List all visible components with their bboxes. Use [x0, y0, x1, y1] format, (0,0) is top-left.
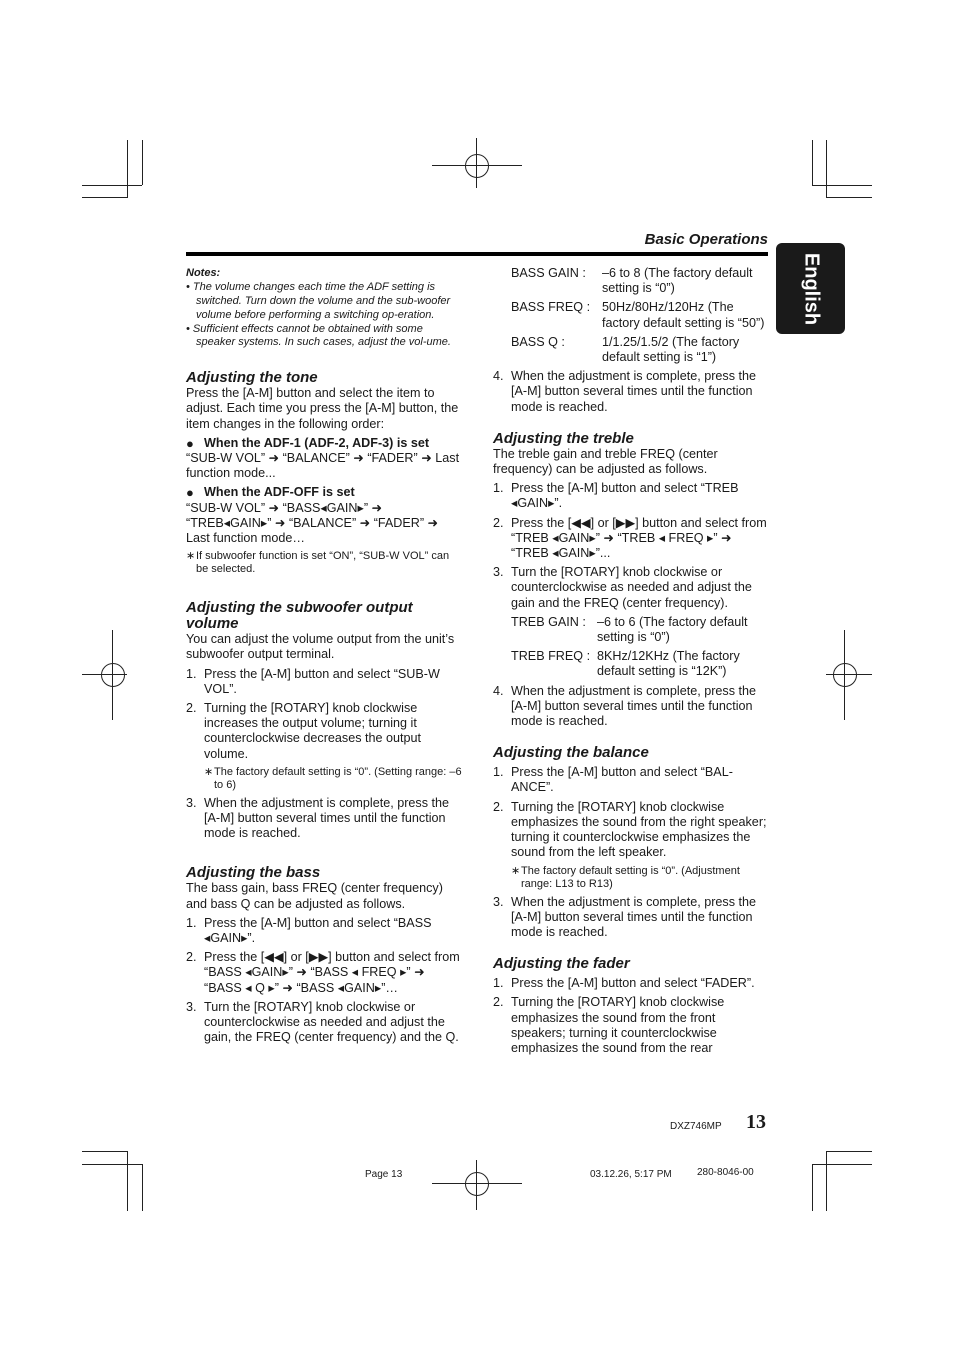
- subwoofer-intro: You can adjust the volume output from the unit’s subwoofer output terminal.: [186, 632, 455, 662]
- crop-mark: [812, 140, 813, 185]
- heading-tone: Adjusting the tone: [186, 369, 318, 387]
- note-item: • The volume changes each time the ADF setting is switched. Turn down the volume and the sub-woofer volume before performing a switching op-eration.: [186, 281, 451, 321]
- list-item: 2. Turning the [ROTARY] knob clockwise emphasizes the sound from the right speaker; turning it counterclockwise emphasizes the sound from the left speaker.: [493, 799, 767, 860]
- page-number: 13: [746, 1111, 766, 1133]
- heading-subwoofer: Adjusting the subwoofer output volume: [186, 599, 413, 633]
- list-item: 4. When the adjustment is complete, press the [A-M] button several times until the function mode is reached.: [493, 683, 757, 729]
- section-title: Basic Operations: [644, 231, 768, 248]
- language-tab-label: English: [800, 252, 822, 325]
- crop-mark: [812, 185, 872, 186]
- list-item: 2. Turning the [ROTARY] knob clockwise emphasizes the sound from the front speakers; turning it counterclockwise emphasizes the sound from the rear: [493, 995, 725, 1055]
- bass-freq-row: BASS FREQ : 50Hz/80Hz/120Hz (The factory default setting is “50”): [511, 300, 765, 330]
- crop-mark: [82, 197, 127, 198]
- adfoff-sequence: “SUB-W VOL” ➜ “BASS◂GAIN▸” ➜ “TREB◂GAIN▸” ➜ “BALANCE” ➜ “FADER” ➜ Last function mode…: [186, 500, 439, 546]
- list-item: 4. When the adjustment is complete, press the [A-M] button several times until the function mode is reached.: [493, 369, 757, 414]
- model-number: DXZ746MP: [670, 1121, 722, 1132]
- list-item: 1. Press the [A-M] button and select “TREB ◂GAIN▸”.: [493, 481, 739, 511]
- heading-balance: Adjusting the balance: [493, 744, 649, 762]
- crop-mark: [826, 1151, 827, 1211]
- crop-mark: [82, 1164, 142, 1165]
- crop-mark: [127, 140, 128, 198]
- crop-mark: [82, 1151, 127, 1152]
- bass-intro: The bass gain, bass FREQ (center frequency) and bass Q can be adjusted as follows.: [186, 881, 443, 911]
- list-item: 2. Press the [◀◀] or [▶▶] button and select from “TREB ◂GAIN▸” ➜ “TREB ◂ FREQ ▸” ➜ “TREB ◂GAIN▸”...: [493, 515, 767, 561]
- crop-mark: [142, 140, 143, 185]
- list-item: 1. Press the [A-M] button and select “SUB-W VOL”.: [186, 666, 440, 696]
- crop-mark: [826, 1151, 872, 1152]
- treb-gain-row: TREB GAIN : –6 to 6 (The factory default setting is “0”): [511, 614, 748, 645]
- bullet-icon: ●: [186, 435, 194, 451]
- list-item: 3. When the adjustment is complete, press the [A-M] button several times until the function mode is reached.: [493, 894, 757, 939]
- tone-note: ∗ If subwoofer function is set “ON”, “SUB-W VOL” can be selected.: [186, 550, 450, 576]
- crop-mark: [82, 185, 142, 186]
- adfoff-heading: ● When the ADF-OFF is set: [186, 485, 355, 501]
- list-item: 2. Turning the [ROTARY] knob clockwise increases the output volume; turning it counterclockwise decreases the output volume.: [186, 701, 422, 761]
- crop-mark: [812, 1164, 813, 1211]
- list-item: 1. Press the [A-M] button and select “BASS ◂GAIN▸”.: [186, 915, 432, 946]
- page-label: Page 13: [365, 1169, 403, 1180]
- heading-fader: Adjusting the fader: [493, 955, 630, 973]
- document-code: 280-8046-00: [697, 1167, 754, 1178]
- list-item: 2. Press the [◀◀] or [▶▶] button and select from “BASS ◂GAIN▸” ➜ “BASS ◂ FREQ ▸” ➜ “BASS ◂ Q ▸” ➜ “BASS ◂GAIN▸”…: [186, 950, 460, 995]
- print-timestamp: 03.12.26, 5:17 PM: [590, 1169, 672, 1180]
- crop-mark: [812, 1164, 872, 1165]
- list-item: 3. Turn the [ROTARY] knob clockwise or counterclockwise as needed and adjust the gain and the FREQ (center frequency).: [493, 565, 752, 610]
- bass-gain-row: BASS GAIN : –6 to 8 (The factory default setting is “0”): [511, 266, 753, 296]
- left-column: [186, 266, 462, 1045]
- list-item: 3. When the adjustment is complete, press the [A-M] button several times until the function mode is reached.: [186, 795, 450, 841]
- note-item: • Sufficient effects cannot be obtained with some speaker systems. In such cases, adjust the vol-ume.: [186, 322, 451, 349]
- adf1-heading: ● When the ADF-1 (ADF-2, ADF-3) is set: [186, 435, 430, 451]
- crop-mark: [127, 1151, 128, 1211]
- subwoofer-note: ∗ The factory default setting is “0”. (Setting range: –6 to 6): [204, 765, 462, 791]
- list-item: 1. Press the [A-M] button and select “BAL-ANCE”.: [493, 765, 733, 795]
- right-column: [493, 266, 768, 1056]
- crop-mark: [826, 140, 827, 198]
- notes-title: Notes:: [186, 267, 221, 279]
- asterisk-icon: ∗: [204, 765, 214, 778]
- header-rule: [186, 252, 768, 256]
- crop-mark: [142, 1164, 143, 1211]
- asterisk-icon: ∗: [186, 550, 196, 563]
- bullet-icon: ●: [186, 485, 194, 501]
- treb-freq-row: TREB FREQ : 8KHz/12KHz (The factory default setting is “12K”): [511, 649, 740, 679]
- language-tab: [776, 243, 845, 334]
- bass-q-row: BASS Q : 1/1.25/1.5/2 (The factory default setting is “1”): [511, 334, 740, 365]
- crop-mark: [826, 197, 872, 198]
- list-item: 3. Turn the [ROTARY] knob clockwise or counterclockwise as needed and adjust the gain, the FREQ (center frequency) and the Q.: [186, 999, 459, 1045]
- list-item: 1. Press the [A-M] button and select “FADER”.: [493, 976, 755, 991]
- asterisk-icon: ∗: [511, 864, 521, 877]
- tone-intro: Press the [A-M] button and select the item to adjust. Each time you press the [A-M] button, the item changes in the following order:: [186, 386, 459, 431]
- treble-intro: The treble gain and treble FREQ (center frequency) can be adjusted as follows.: [493, 446, 718, 477]
- balance-note: ∗ The factory default setting is “0”. (Adjustment range: L13 to R13): [511, 864, 740, 890]
- heading-treble: Adjusting the treble: [493, 429, 634, 447]
- adf1-sequence: “SUB-W VOL” ➜ “BALANCE” ➜ “FADER” ➜ Last function mode...: [186, 451, 460, 481]
- heading-bass: Adjusting the bass: [186, 864, 321, 882]
